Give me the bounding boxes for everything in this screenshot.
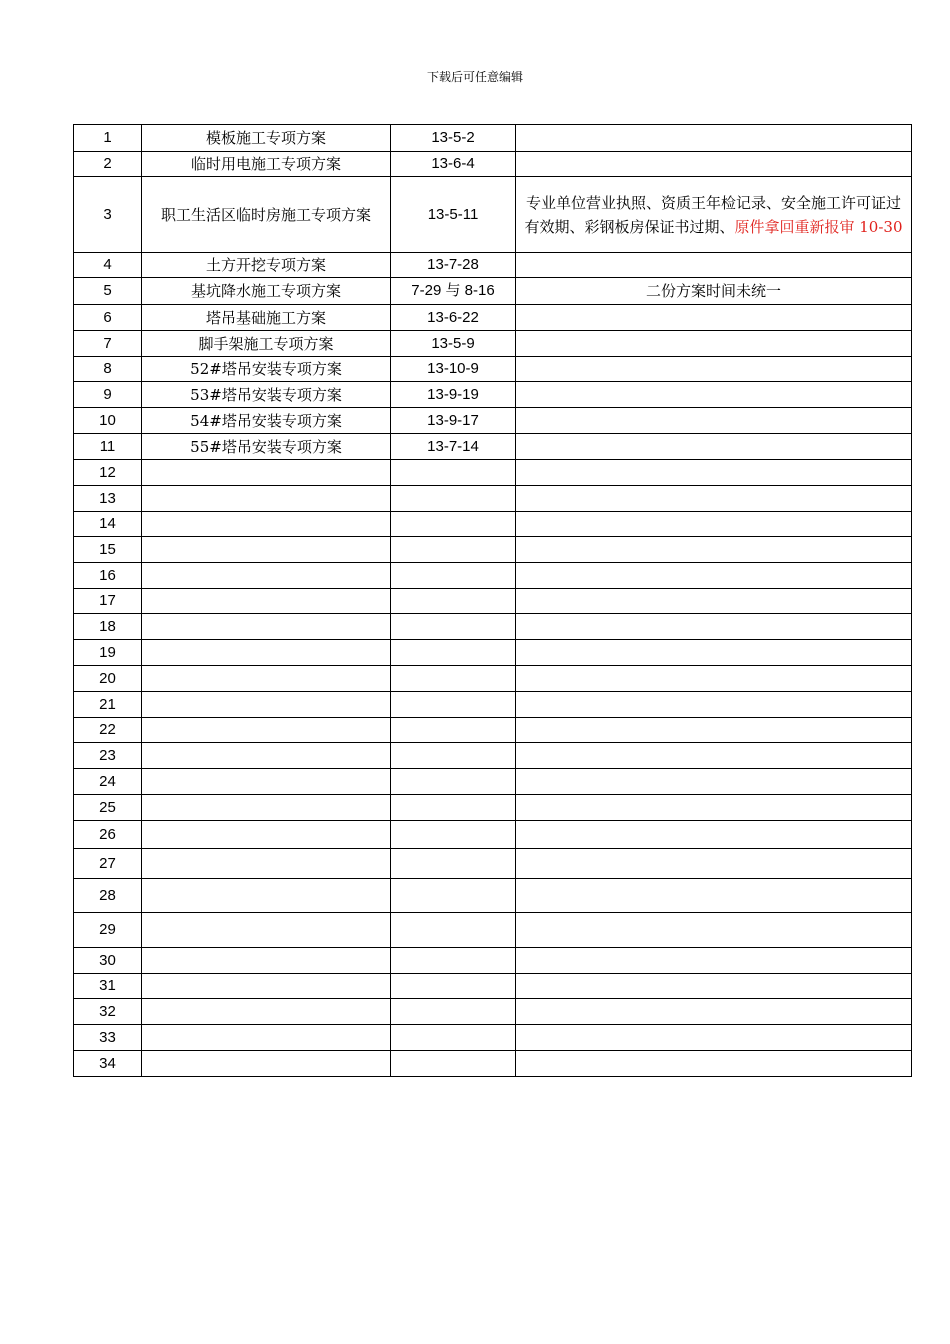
row-number: 8 <box>74 357 142 382</box>
plan-name: 基坑降水施工专项方案 <box>142 278 391 305</box>
review-note-text: 二份方案时间未统一 <box>645 282 781 300</box>
plan-name <box>142 769 391 795</box>
review-note <box>516 666 912 692</box>
plan-name <box>142 849 391 879</box>
plan-date <box>391 795 516 821</box>
review-note <box>516 1051 912 1077</box>
table-row <box>74 974 912 999</box>
row-number: 21 <box>74 692 142 718</box>
review-note <box>516 305 912 331</box>
review-note <box>516 849 912 879</box>
plan-name <box>142 743 391 769</box>
plan-name <box>142 640 391 666</box>
plan-date: 13-7-28 <box>391 253 516 278</box>
table-row <box>74 640 912 666</box>
review-note <box>516 795 912 821</box>
plan-name <box>142 974 391 999</box>
table-row <box>74 1051 912 1077</box>
row-number: 9 <box>74 382 142 408</box>
plan-date <box>391 563 516 589</box>
row-number: 14 <box>74 512 142 537</box>
review-note <box>516 913 912 948</box>
review-note <box>516 152 912 177</box>
table-row <box>74 305 912 331</box>
table-row <box>74 1025 912 1051</box>
table-row <box>74 769 912 795</box>
row-number: 13 <box>74 486 142 512</box>
plan-name: 职工生活区临时房施工专项方案 <box>142 177 391 253</box>
page-header: 下载后可任意编辑 <box>426 70 523 84</box>
table-row <box>74 913 912 948</box>
table-row <box>74 537 912 563</box>
review-note <box>516 408 912 434</box>
review-note <box>516 434 912 460</box>
row-number: 23 <box>74 743 142 769</box>
table-row <box>74 563 912 589</box>
row-number: 30 <box>74 948 142 974</box>
plan-date: 13-5-2 <box>391 125 516 152</box>
table-row <box>74 795 912 821</box>
plan-name: 52#塔吊安装专项方案 <box>142 357 391 382</box>
plan-date <box>391 640 516 666</box>
plan-name <box>142 913 391 948</box>
table-row <box>74 718 912 743</box>
review-note <box>516 512 912 537</box>
table-row <box>74 152 912 177</box>
table-row <box>74 743 912 769</box>
review-note <box>516 974 912 999</box>
review-note <box>516 177 912 253</box>
table-row <box>74 512 912 537</box>
row-number: 33 <box>74 1025 142 1051</box>
review-note <box>516 589 912 614</box>
plan-date <box>391 1051 516 1077</box>
plan-date: 13-9-19 <box>391 382 516 408</box>
review-note-text: 专业单位营业执照、资质王年检记录、安全施工许可证过有效期、彩钢板房保证书过期、 <box>524 193 901 236</box>
plan-name <box>142 1025 391 1051</box>
row-number: 2 <box>74 152 142 177</box>
review-note <box>516 331 912 357</box>
review-note <box>516 382 912 408</box>
row-number: 10 <box>74 408 142 434</box>
review-note <box>516 692 912 718</box>
plan-date <box>391 821 516 849</box>
row-number: 19 <box>74 640 142 666</box>
plan-name <box>142 999 391 1025</box>
row-number: 34 <box>74 1051 142 1077</box>
review-note <box>516 537 912 563</box>
plan-date: 13-10-9 <box>391 357 516 382</box>
plan-name <box>142 795 391 821</box>
row-number: 29 <box>74 913 142 948</box>
review-note <box>516 253 912 278</box>
plan-name: 土方开挖专项方案 <box>142 253 391 278</box>
plan-date <box>391 589 516 614</box>
table-row <box>74 948 912 974</box>
table-row <box>74 589 912 614</box>
table-row <box>74 879 912 913</box>
review-note <box>516 640 912 666</box>
row-number: 11 <box>74 434 142 460</box>
plan-name <box>142 614 391 640</box>
row-number: 1 <box>74 125 142 152</box>
table-row <box>74 253 912 278</box>
plan-name <box>142 460 391 486</box>
review-note <box>516 278 912 305</box>
plan-name <box>142 718 391 743</box>
row-number: 20 <box>74 666 142 692</box>
row-number: 12 <box>74 460 142 486</box>
review-note <box>516 614 912 640</box>
plan-date: 13-6-22 <box>391 305 516 331</box>
plan-date <box>391 486 516 512</box>
row-number: 16 <box>74 563 142 589</box>
plan-date: 7-29 与 8-16 <box>391 278 516 305</box>
review-note <box>516 125 912 152</box>
plan-name <box>142 486 391 512</box>
plan-date <box>391 666 516 692</box>
table-row <box>74 125 912 152</box>
plan-name <box>142 948 391 974</box>
table-row <box>74 666 912 692</box>
plan-name: 临时用电施工专项方案 <box>142 152 391 177</box>
plan-name <box>142 692 391 718</box>
review-note <box>516 718 912 743</box>
review-note <box>516 563 912 589</box>
plan-date <box>391 614 516 640</box>
plan-date <box>391 879 516 913</box>
row-number: 32 <box>74 999 142 1025</box>
plan-name: 塔吊基础施工方案 <box>142 305 391 331</box>
plan-name <box>142 821 391 849</box>
row-number: 26 <box>74 821 142 849</box>
table-row <box>74 999 912 1025</box>
row-number: 3 <box>74 177 142 253</box>
plan-name <box>142 512 391 537</box>
table-row <box>74 177 912 253</box>
table-row <box>74 434 912 460</box>
row-number: 24 <box>74 769 142 795</box>
table-row <box>74 460 912 486</box>
plan-name: 54#塔吊安装专项方案 <box>142 408 391 434</box>
plan-date <box>391 948 516 974</box>
plan-date: 13-5-11 <box>391 177 516 253</box>
plan-table-body <box>74 125 912 1077</box>
plan-date <box>391 743 516 769</box>
row-number: 31 <box>74 974 142 999</box>
plan-date <box>391 974 516 999</box>
table-row <box>74 382 912 408</box>
row-number: 4 <box>74 253 142 278</box>
plan-name <box>142 879 391 913</box>
row-number: 7 <box>74 331 142 357</box>
row-number: 5 <box>74 278 142 305</box>
plan-date: 13-7-14 <box>391 434 516 460</box>
review-note <box>516 1025 912 1051</box>
plan-name <box>142 563 391 589</box>
plan-date <box>391 718 516 743</box>
plan-date <box>391 1025 516 1051</box>
row-number: 15 <box>74 537 142 563</box>
plan-date <box>391 692 516 718</box>
table-row <box>74 408 912 434</box>
review-note <box>516 743 912 769</box>
plan-name <box>142 1051 391 1077</box>
plan-date: 13-6-4 <box>391 152 516 177</box>
review-note <box>516 460 912 486</box>
review-note-highlight: 原件拿回重新报审 10-30 <box>734 217 903 236</box>
review-note <box>516 357 912 382</box>
plan-name: 55#塔吊安装专项方案 <box>142 434 391 460</box>
plan-date: 13-9-17 <box>391 408 516 434</box>
plan-date <box>391 849 516 879</box>
review-note <box>516 999 912 1025</box>
plan-table <box>73 124 912 1077</box>
plan-name: 53#塔吊安装专项方案 <box>142 382 391 408</box>
row-number: 27 <box>74 849 142 879</box>
plan-name: 脚手架施工专项方案 <box>142 331 391 357</box>
plan-name <box>142 666 391 692</box>
row-number: 22 <box>74 718 142 743</box>
row-number: 18 <box>74 614 142 640</box>
table-row <box>74 357 912 382</box>
review-note <box>516 821 912 849</box>
table-row <box>74 278 912 305</box>
plan-date <box>391 512 516 537</box>
table-row <box>74 849 912 879</box>
table-row <box>74 486 912 512</box>
table-row <box>74 692 912 718</box>
plan-date <box>391 537 516 563</box>
review-note <box>516 769 912 795</box>
row-number: 6 <box>74 305 142 331</box>
plan-date: 13-5-9 <box>391 331 516 357</box>
review-note <box>516 486 912 512</box>
row-number: 28 <box>74 879 142 913</box>
plan-name: 模板施工专项方案 <box>142 125 391 152</box>
table-row <box>74 821 912 849</box>
plan-date <box>391 913 516 948</box>
plan-date <box>391 999 516 1025</box>
plan-date <box>391 769 516 795</box>
review-note <box>516 948 912 974</box>
plan-name <box>142 589 391 614</box>
table-row <box>74 614 912 640</box>
row-number: 25 <box>74 795 142 821</box>
review-note <box>516 879 912 913</box>
table-row <box>74 331 912 357</box>
row-number: 17 <box>74 589 142 614</box>
plan-name <box>142 537 391 563</box>
plan-date <box>391 460 516 486</box>
